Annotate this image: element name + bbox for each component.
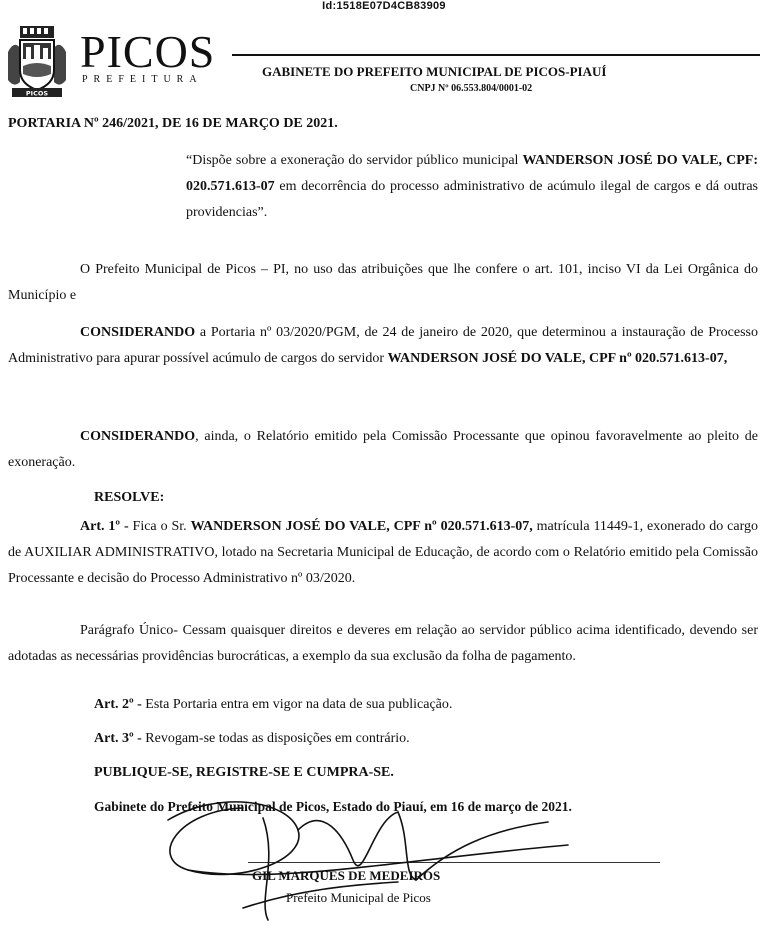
document-id: Id:1518E07D4CB83909	[322, 0, 446, 12]
signer-role: Prefeito Municipal de Picos	[286, 890, 431, 905]
header-rule	[232, 54, 760, 56]
document-title: PORTARIA Nº 246/2021, DE 16 DE MARÇO DE 2021.	[8, 116, 338, 131]
signer-name: GIL MARQUES DE MEDEIROS	[252, 868, 441, 883]
brand-name: PICOS	[80, 26, 216, 77]
svg-text:PICOS: PICOS	[25, 89, 49, 98]
closing-line: Gabinete do Prefeito Municipal de Picos, Estado do Piauí, em 16 de março de 2021.	[94, 799, 572, 814]
article-1: Art. 1º - Fica o Sr. WANDERSON JOSÉ DO VALE, CPF nº 020.571.613-07, matrícula 11449-1, exonerado do cargo de AUXILIAR ADMINISTRATIVO, lotado na Secretaria Municipal de Educação, de acordo com o Relatório emitido pela Comissão Processante e decisão do Processo Administrativo nº 03/2020.	[8, 519, 758, 586]
office-name: GABINETE DO PREFEITO MUNICIPAL DE PICOS-PIAUÍ	[262, 64, 607, 79]
publique-line: PUBLIQUE-SE, REGISTRE-SE E CUMPRA-SE.	[94, 765, 394, 780]
article-2: Art. 2º - Esta Portaria entra em vigor na data de sua publicação.	[94, 697, 453, 712]
cnpj: CNPJ Nº 06.553.804/0001-02	[410, 83, 533, 94]
preamble: O Prefeito Municipal de Picos – PI, no uso das atribuições que lhe confere o art. 101, inciso VI da Lei Orgânica do Município e	[8, 262, 758, 303]
article-3: Art. 3º - Revogam-se todas as disposições em contrário.	[94, 731, 410, 746]
considerando-1: CONSIDERANDO a Portaria nº 03/2020/PGM, de 24 de janeiro de 2020, que determinou a instauração de Processo Administrativo para apurar possível acúmulo de cargos do servidor WANDERSON JOSÉ DO VALE, CPF nº 020.571.613-07,	[8, 325, 758, 366]
paragrafo-unico: Parágrafo Único- Cessam quaisquer direitos e deveres em relação ao servidor público acima identificado, devendo ser adotadas as necessárias providências burocráticas, a exemplo da sua exclusão da folha de pagamento.	[8, 623, 758, 664]
resolve-heading: RESOLVE:	[94, 490, 165, 505]
handwritten-signature	[148, 790, 588, 925]
brand-subtitle: PREFEITURA	[82, 74, 203, 85]
considerando-2: CONSIDERANDO, ainda, o Relatório emitido pela Comissão Processante que opinou favoravelmente ao pleito de exoneração.	[8, 429, 758, 470]
ementa: “Dispõe sobre a exoneração do servidor público municipal WANDERSON JOSÉ DO VALE, CPF: 020.571.613-07 em decorrência do processo administrativo de acúmulo ilegal de cargos e dá outras providencias”.	[186, 153, 758, 220]
crest-icon	[6, 26, 68, 98]
